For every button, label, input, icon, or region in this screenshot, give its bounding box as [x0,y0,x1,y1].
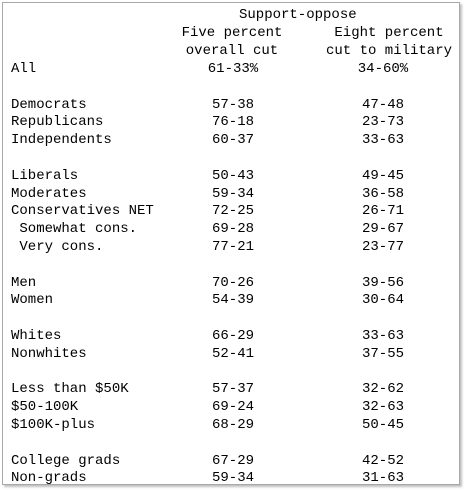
eight-percent-value: 33-63 [361,327,404,344]
row-label: College grads [11,452,121,469]
five-percent-value: 77-21 [211,238,254,255]
five-percent-value: 70-26 [211,274,254,291]
eight-percent-value: 29-67 [361,221,404,238]
group-spacer [3,435,459,453]
table-row [3,453,459,471]
table-row [3,470,459,488]
row-label: Independents [11,132,112,149]
row-label: Republicans [11,114,104,131]
table-row [3,203,459,221]
five-percent-value: 57-37 [211,381,254,398]
header-row-1 [3,7,459,25]
five-percent-value: 69-24 [211,399,254,416]
five-percent-value: 68-29 [211,416,254,433]
col2-header-line2: cut to military [325,43,453,59]
row-label: Very cons. [11,238,104,255]
five-percent-value: 59-34 [211,470,254,487]
group-spacer [3,310,459,328]
col1-header-line1: Five percent [181,25,283,41]
five-percent-value: 76-18 [211,114,254,131]
five-percent-value: 52-41 [211,345,254,362]
eight-percent-value: 32-62 [361,381,404,398]
table-row [3,292,459,310]
eight-percent-value: 34-60% [357,61,409,77]
group-spacer [3,150,459,168]
group-spacer [3,257,459,275]
row-label: $50-100K [11,399,79,416]
eight-percent-value: 37-55 [361,345,404,362]
eight-percent-value: 32-63 [361,399,404,416]
five-percent-value: 54-39 [211,292,254,309]
five-percent-value: 60-37 [211,132,254,149]
eight-percent-value: 31-63 [361,470,404,487]
table-row [3,417,459,435]
eight-percent-value: 23-77 [361,238,404,255]
row-label: Liberals [11,167,79,184]
eight-percent-value: 39-56 [361,274,404,291]
eight-percent-value: 47-48 [361,96,404,113]
five-percent-value: 72-25 [211,203,254,220]
col2-header-line1: Eight percent [334,25,444,41]
five-percent-value: 67-29 [211,452,254,469]
row-label: All [11,61,37,77]
table-frame [2,2,460,485]
table-row [3,399,459,417]
table-row [3,168,459,186]
row-label: Women [11,292,54,309]
table-row [3,186,459,204]
header-row-2 [3,25,459,43]
col1-header-line2: overall cut [185,43,279,59]
five-percent-value: 66-29 [211,327,254,344]
table-row [3,328,459,346]
table-row [3,61,459,79]
row-label: $100K-plus [11,416,96,433]
table-row [3,346,459,364]
table-row [3,114,459,132]
row-label: Nonwhites [11,345,87,362]
row-label: Men [11,274,37,291]
group-spacer [3,364,459,382]
five-percent-value: 57-38 [211,96,254,113]
table-row [3,381,459,399]
table-row [3,132,459,150]
eight-percent-value: 36-58 [361,185,404,202]
eight-percent-value: 49-45 [361,167,404,184]
header-row-3 [3,43,459,61]
eight-percent-value: 33-63 [361,132,404,149]
eight-percent-value: 23-73 [361,114,404,131]
row-label: Whites [11,327,62,344]
table-row [3,275,459,293]
table-row [3,97,459,115]
table-body [3,61,459,488]
table-row [3,239,459,257]
row-label: Conservatives NET [11,203,154,220]
eight-percent-value: 50-45 [361,416,404,433]
five-percent-value: 59-34 [211,185,254,202]
row-label: Less than $50K [11,381,129,398]
five-percent-value: 69-28 [211,221,254,238]
eight-percent-value: 42-52 [361,452,404,469]
support-oppose-heading: Support-oppose [239,7,357,23]
row-label: Non-grads [11,470,87,487]
eight-percent-value: 30-64 [361,292,404,309]
five-percent-value: 61-33% [207,61,259,77]
row-label: Somewhat cons. [11,221,138,238]
row-label: Moderates [11,185,87,202]
row-label: Democrats [11,96,87,113]
eight-percent-value: 26-71 [361,203,404,220]
group-spacer [3,79,459,97]
five-percent-value: 50-43 [211,167,254,184]
table-row [3,221,459,239]
